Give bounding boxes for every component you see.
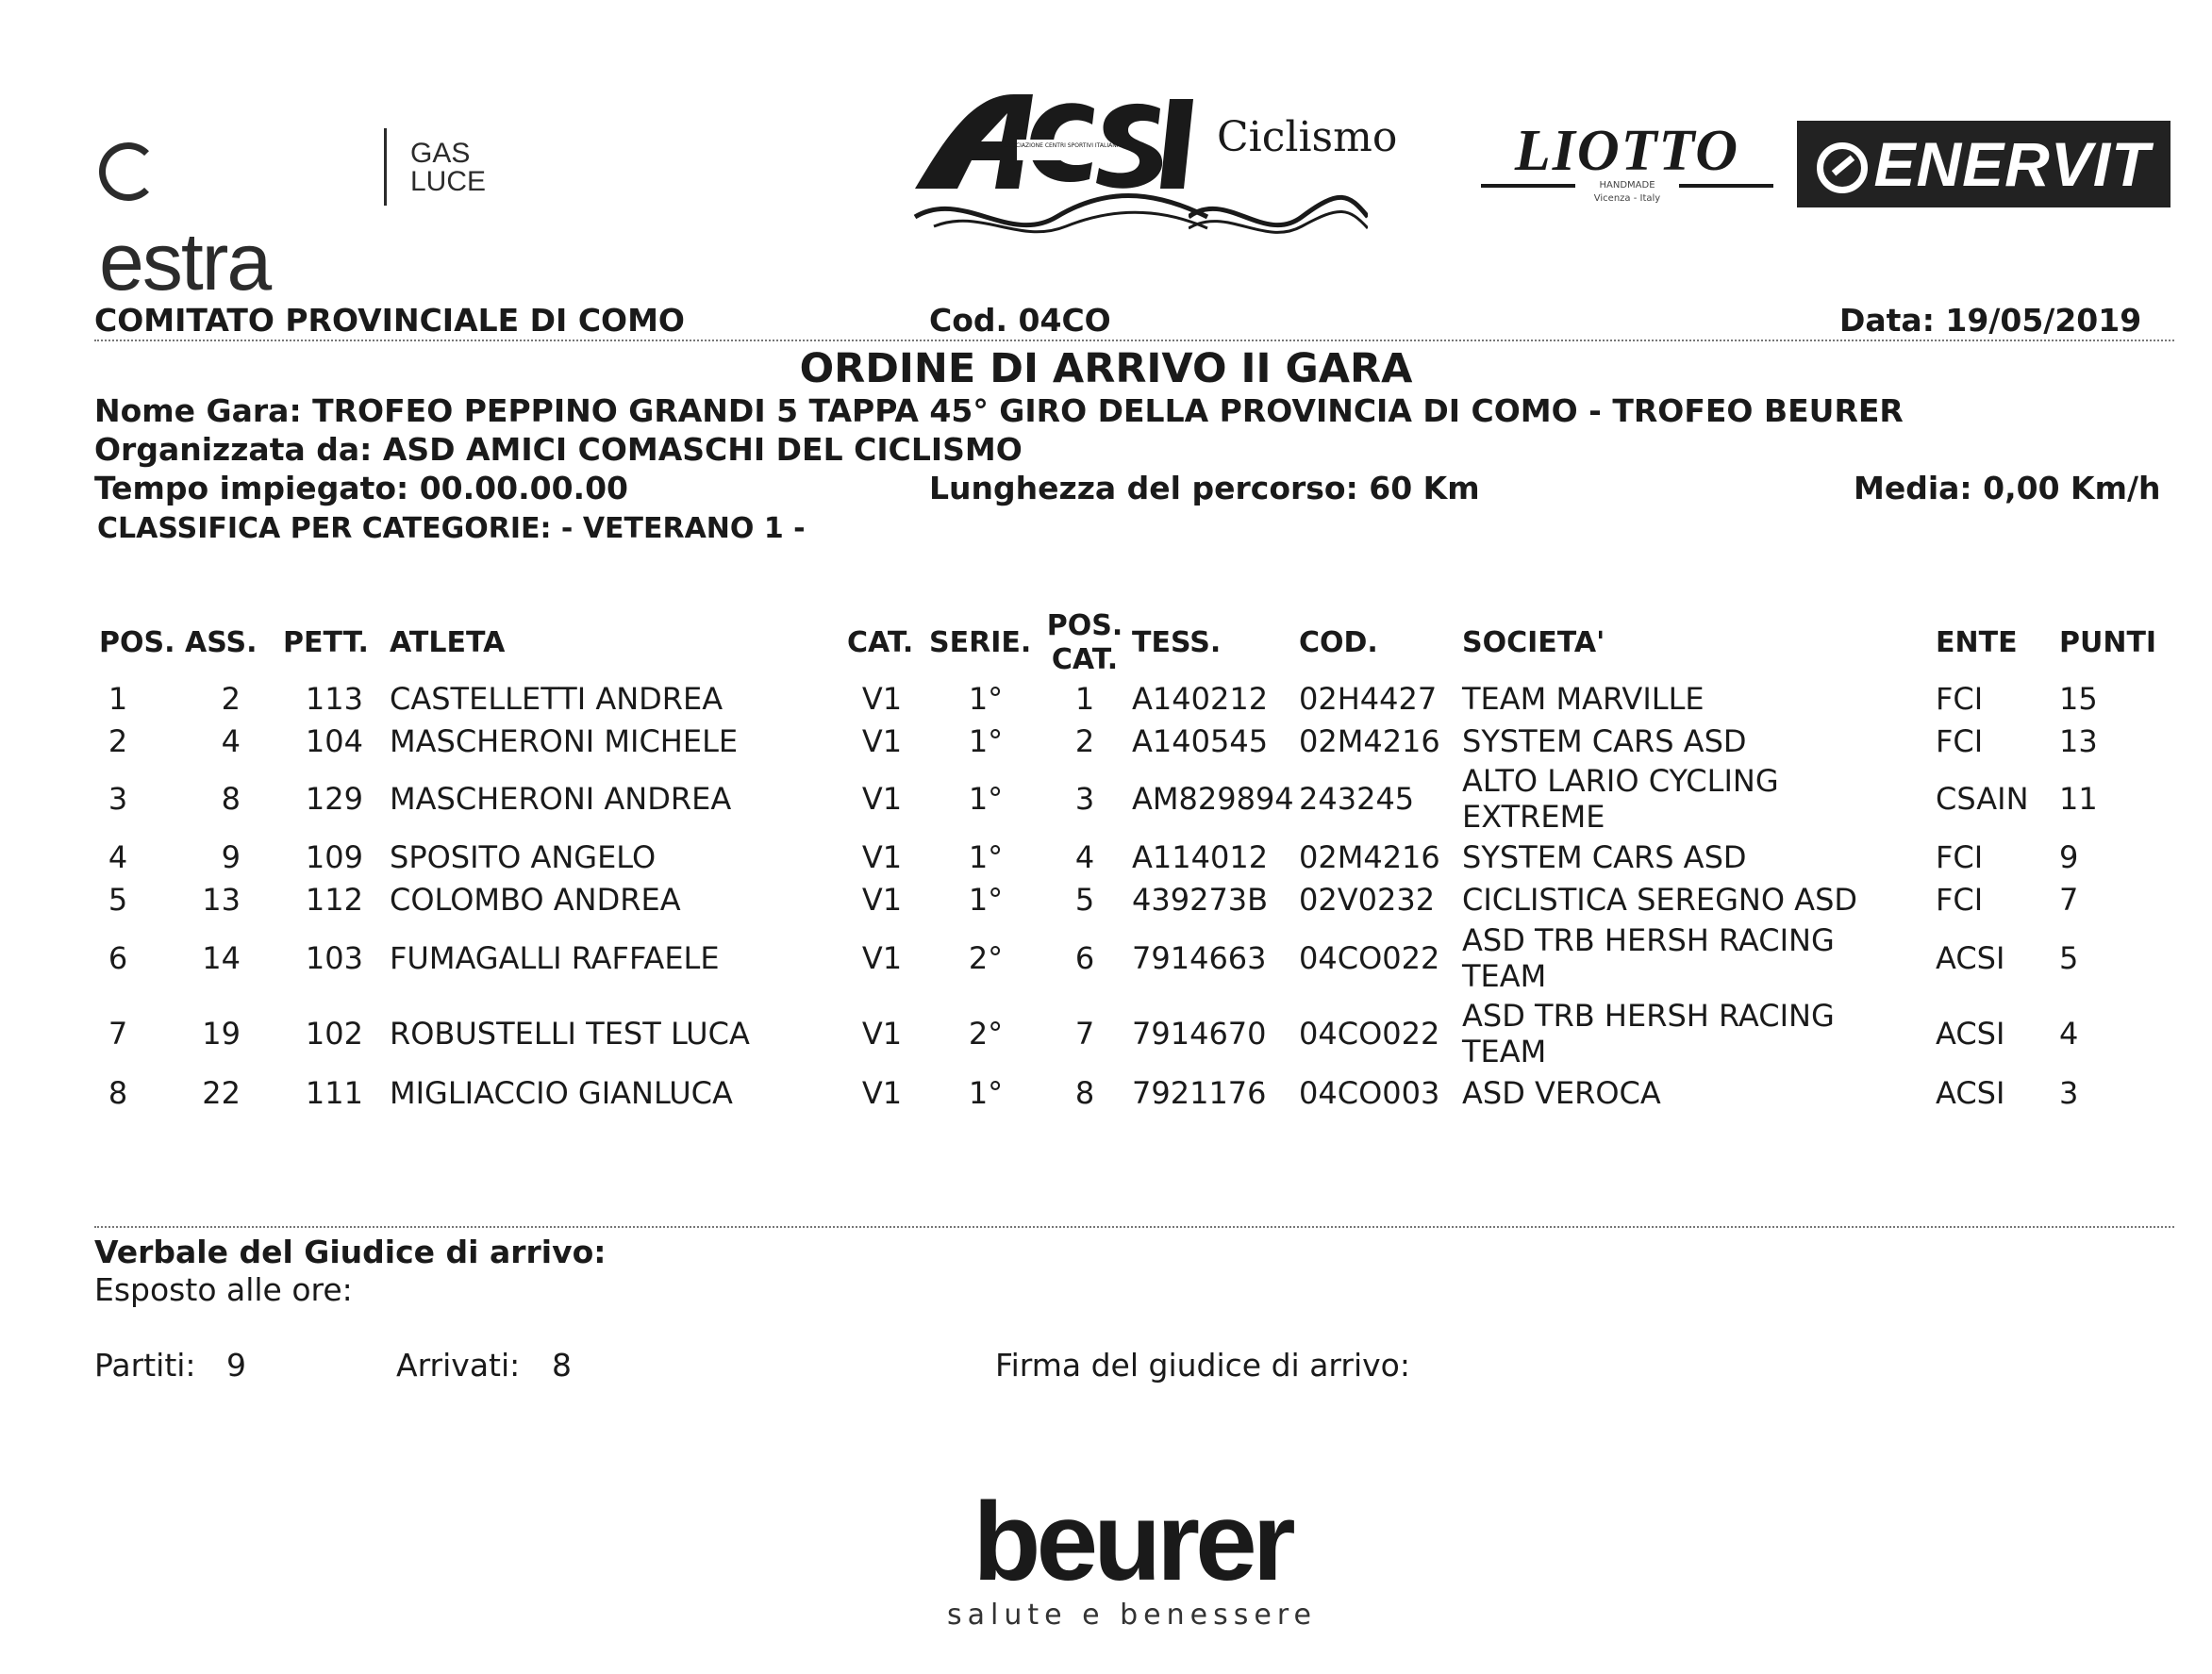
- estra-word: estra: [99, 217, 271, 307]
- cell-pett: 109: [305, 839, 363, 875]
- cell-ass: 22: [202, 1075, 241, 1111]
- cell-pos: 7: [108, 1016, 128, 1052]
- acsi-ciclismo-logo: [906, 85, 1396, 245]
- cell-cod: 02H4427: [1299, 681, 1438, 717]
- cell-serie: 2°: [968, 940, 1004, 976]
- cell-cod: 02M4216: [1299, 723, 1440, 759]
- cell-cat: V1: [861, 681, 903, 717]
- cell-cod: 243245: [1299, 781, 1415, 817]
- cell-serie: 1°: [968, 1075, 1004, 1111]
- race-name: Nome Gara: TROFEO PEPPINO GRANDI 5 TAPPA 45° GIRO DELLA PROVINCIA DI COMO - TROFEO BEURER: [94, 392, 1904, 429]
- cell-punti: 13: [2059, 723, 2098, 759]
- cell-ente: FCI: [1936, 681, 1984, 717]
- col-pett: PETT.: [283, 626, 369, 659]
- cell-cod: 02M4216: [1299, 839, 1440, 875]
- arrived-count: 8: [552, 1347, 572, 1384]
- cell-ente: CSAIN: [1936, 781, 2029, 817]
- cell-societa-line2: TEAM: [1462, 958, 1547, 994]
- col-punti: PUNTI: [2059, 626, 2157, 659]
- cell-serie: 1°: [968, 681, 1004, 717]
- cell-punti: 3: [2059, 1075, 2079, 1111]
- cell-poscat: 2: [1074, 723, 1095, 759]
- cell-poscat: 6: [1074, 940, 1095, 976]
- col-ass: ASS.: [185, 626, 258, 659]
- cell-pett: 104: [305, 723, 363, 759]
- cell-ente: ACSI: [1936, 1016, 2005, 1052]
- cell-ass: 13: [202, 882, 241, 918]
- cell-punti: 7: [2059, 882, 2079, 918]
- cell-societa: SYSTEM CARS ASD: [1462, 839, 1747, 875]
- cell-ass: 2: [221, 681, 241, 717]
- cell-serie: 1°: [968, 781, 1004, 817]
- cell-atleta: SPOSITO ANGELO: [390, 839, 657, 875]
- cell-cat: V1: [861, 1016, 903, 1052]
- liotto-handmade: HANDMADE: [1599, 180, 1655, 191]
- header-divider: [94, 340, 2174, 341]
- started-label: Partiti:: [94, 1347, 196, 1384]
- cell-ente: FCI: [1936, 839, 1984, 875]
- cell-atleta: CASTELLETTI ANDREA: [390, 681, 723, 717]
- cell-pett: 113: [305, 681, 363, 717]
- cell-ass: 8: [221, 781, 241, 817]
- col-societa: SOCIETA': [1462, 626, 1605, 659]
- beurer-tagline: salute e benessere: [947, 1599, 1317, 1632]
- document-date: Data: 19/05/2019: [1839, 302, 2142, 339]
- cell-poscat: 5: [1074, 882, 1095, 918]
- cell-serie: 1°: [968, 882, 1004, 918]
- cell-pos: 5: [108, 882, 128, 918]
- cell-cat: V1: [861, 882, 903, 918]
- committee-code: Cod. 04CO: [929, 302, 1111, 339]
- cell-tess: 7921176: [1132, 1075, 1267, 1111]
- cell-cod: 04CO022: [1299, 940, 1440, 976]
- arrived-label: Arrivati:: [396, 1347, 521, 1384]
- cell-pett: 103: [305, 940, 363, 976]
- liotto-bar-right: [1679, 184, 1773, 188]
- cell-pos: 3: [108, 781, 128, 817]
- cell-poscat: 7: [1074, 1016, 1095, 1052]
- cell-pos: 6: [108, 940, 128, 976]
- cell-ass: 14: [202, 940, 241, 976]
- cell-cat: V1: [861, 839, 903, 875]
- cell-ass: 19: [202, 1016, 241, 1052]
- cell-societa: ASD VEROCA: [1462, 1075, 1661, 1111]
- cell-atleta: COLOMBO ANDREA: [390, 882, 681, 918]
- cell-punti: 11: [2059, 781, 2098, 817]
- cell-punti: 15: [2059, 681, 2098, 717]
- cell-pett: 102: [305, 1016, 363, 1052]
- cell-tess: A114012: [1132, 839, 1269, 875]
- cell-societa: TEAM MARVILLE: [1462, 681, 1705, 717]
- col-pos: POS.: [99, 626, 175, 659]
- cell-cod: 04CO003: [1299, 1075, 1440, 1111]
- beurer-word: beurer: [973, 1480, 1291, 1604]
- judge-signature-label: Firma del giudice di arrivo:: [995, 1347, 1410, 1384]
- col-atleta: ATLETA: [390, 626, 506, 659]
- acsi-small-text: ASSOCIAZIONE CENTRI SPORTIVI ITALIANI: [1000, 142, 1119, 149]
- cell-poscat: 4: [1074, 839, 1095, 875]
- cell-pos: 4: [108, 839, 128, 875]
- estra-luce: LUCE: [410, 166, 487, 197]
- cell-societa: SYSTEM CARS ASD: [1462, 723, 1747, 759]
- cell-cod: 02V0232: [1299, 882, 1436, 918]
- cell-poscat: 8: [1074, 1075, 1095, 1111]
- cell-punti: 5: [2059, 940, 2079, 976]
- cell-tess: A140545: [1132, 723, 1269, 759]
- cell-tess: 7914663: [1132, 940, 1267, 976]
- estra-swirl-icon: [99, 142, 158, 201]
- cell-poscat: 1: [1074, 681, 1095, 717]
- race-average: Media: 0,00 Km/h: [1854, 470, 2161, 506]
- cell-atleta: MASCHERONI MICHELE: [390, 723, 739, 759]
- cell-cat: V1: [861, 1075, 903, 1111]
- col-tess: TESS.: [1132, 626, 1222, 659]
- cell-serie: 1°: [968, 723, 1004, 759]
- cell-pos: 8: [108, 1075, 128, 1111]
- cell-atleta: MASCHERONI ANDREA: [390, 781, 732, 817]
- liotto-place: Vicenza - Italy: [1593, 193, 1661, 204]
- classification-category: CLASSIFICA PER CATEGORIE: - VETERANO 1 -: [97, 512, 806, 545]
- cell-tess: AM829894: [1132, 781, 1294, 817]
- acsi-logo-mark: [906, 85, 1217, 245]
- cell-cod: 04CO022: [1299, 1016, 1440, 1052]
- acsi-ciclismo-text: Ciclismo: [1217, 113, 1398, 161]
- cell-societa: ASD TRB HERSH RACING: [1462, 922, 1835, 958]
- estra-separator: [384, 128, 387, 206]
- enervit-ring-icon: [1817, 142, 1868, 193]
- started-count: 9: [226, 1347, 246, 1384]
- liotto-word: LIOTTO: [1514, 119, 1740, 183]
- cell-ente: FCI: [1936, 882, 1984, 918]
- cell-societa-line2: TEAM: [1462, 1034, 1547, 1069]
- estra-gas: GAS: [410, 138, 471, 169]
- race-organizer: Organizzata da: ASD AMICI COMASCHI DEL CICLISMO: [94, 431, 1023, 468]
- estra-gas-luce: [410, 140, 486, 196]
- col-serie: SERIE.: [929, 626, 1032, 659]
- liotto-bar-left: [1481, 184, 1575, 188]
- col-ente: ENTE: [1936, 626, 2018, 659]
- cell-cat: V1: [861, 940, 903, 976]
- cell-societa: CICLISTICA SEREGNO ASD: [1462, 882, 1858, 918]
- estra-wordmark: [99, 121, 270, 309]
- cell-punti: 4: [2059, 1016, 2079, 1052]
- cell-atleta: ROBUSTELLI TEST LUCA: [390, 1016, 750, 1052]
- cell-tess: 7914670: [1132, 1016, 1267, 1052]
- cell-tess: A140212: [1132, 681, 1269, 717]
- cell-pett: 111: [305, 1075, 363, 1111]
- cell-ass: 4: [221, 723, 241, 759]
- cell-societa: ALTO LARIO CYCLING: [1462, 763, 1779, 799]
- cell-ente: ACSI: [1936, 1075, 2005, 1111]
- cell-societa: ASD TRB HERSH RACING: [1462, 998, 1835, 1034]
- cell-atleta: FUMAGALLI RAFFAELE: [390, 940, 720, 976]
- col-cod: COD.: [1299, 626, 1378, 659]
- col-poscat-line1: POS.: [1046, 609, 1123, 642]
- footer-divider: [94, 1226, 2174, 1228]
- cell-societa-line2: EXTREME: [1462, 799, 1605, 835]
- cell-pos: 2: [108, 723, 128, 759]
- cell-ente: FCI: [1936, 723, 1984, 759]
- col-poscat-line2: CAT.: [1051, 643, 1119, 676]
- cell-serie: 2°: [968, 1016, 1004, 1052]
- race-time: Tempo impiegato: 00.00.00.00: [94, 470, 629, 506]
- cell-punti: 9: [2059, 839, 2079, 875]
- judge-report-title: Verbale del Giudice di arrivo:: [94, 1234, 607, 1270]
- committee-name: COMITATO PROVINCIALE DI COMO: [94, 302, 685, 339]
- col-cat: CAT.: [847, 626, 914, 659]
- cell-ente: ACSI: [1936, 940, 2005, 976]
- cell-pett: 112: [305, 882, 363, 918]
- cell-tess: 439273B: [1132, 882, 1269, 918]
- cell-cat: V1: [861, 723, 903, 759]
- beurer-logo: [934, 1480, 1330, 1646]
- race-length: Lunghezza del percorso: 60 Km: [929, 470, 1480, 506]
- enervit-logo: [1797, 121, 2170, 207]
- enervit-word: ENERVIT: [1873, 129, 2151, 199]
- cell-atleta: MIGLIACCIO GIANLUCA: [390, 1075, 733, 1111]
- cell-serie: 1°: [968, 839, 1004, 875]
- cell-ass: 9: [221, 839, 241, 875]
- page-title: ORDINE DI ARRIVO II GARA: [799, 345, 1413, 392]
- acsi-wave-icon: [1189, 189, 1368, 245]
- posted-at-label: Esposto alle ore:: [94, 1271, 353, 1308]
- cell-pos: 1: [108, 681, 128, 717]
- liotto-logo: [1481, 118, 1773, 207]
- cell-pett: 129: [305, 781, 363, 817]
- cell-poscat: 3: [1074, 781, 1095, 817]
- cell-cat: V1: [861, 781, 903, 817]
